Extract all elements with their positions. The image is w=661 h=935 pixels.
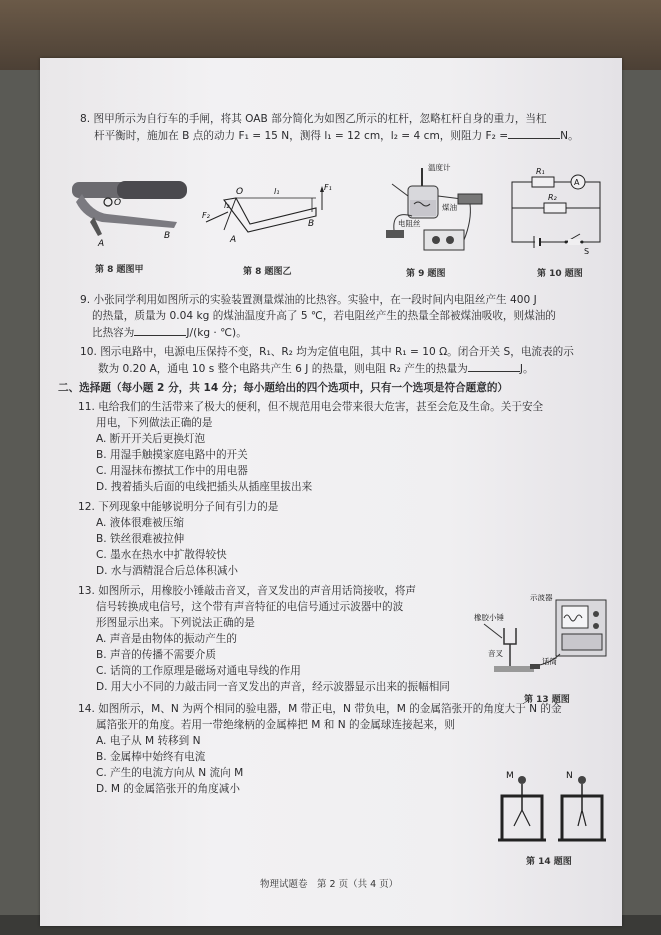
fig8b-label-l2: l₂ [224,201,230,210]
q12-option-b: B. 铁丝很难被拉伸 [96,533,185,545]
fig13-label-mic: 话筒 [542,657,557,666]
fig10-label-R1: R₁ [536,167,545,176]
fig14-label-M: M [506,771,514,781]
fig8a-caption: 第 8 题图甲 [95,265,144,275]
q11-option-c: C. 用湿抹布擦拭工作中的用电器 [96,465,248,477]
q12-option-c: C. 墨水在热水中扩散得较快 [96,549,227,561]
q13-line2: 信号转换成电信号，这个带有声音特征的电信号通过示波器中的波 [96,601,404,613]
answer-blank [468,361,520,372]
fig9-label-oil: 煤油 [442,203,457,212]
fig13-caption: 第 13 题图 [524,695,570,705]
answer-blank [134,325,186,336]
q11-line1: 11. 电给我们的生活带来了极大的便利，但不规范用电会带来很大危害，甚至会危及生命。关于安全 [78,401,544,413]
q13-option-d: D. 用大小不同的力敲击同一音叉发出的声音，经示波器显示出来的振幅相同 [96,681,450,693]
fig8b-label-B: B [308,219,315,229]
q12-option-d: D. 水与酒精混合后总体积减小 [96,565,239,577]
q9-line1: 9. 小张同学利用如图所示的实验装置测量煤油的比热容。实验中，在一段时间内电阻丝产生 400 J [80,294,537,306]
fig10-caption: 第 10 题图 [537,269,583,279]
fig8a-label-O: O [114,198,122,208]
fig8b-lever [200,178,340,253]
fig8a-bike-brake [62,172,192,252]
fig8a-label-A: A [98,239,105,249]
q11-option-b: B. 用湿手触摸家庭电路中的开关 [96,449,248,461]
q13-line1: 13. 如图所示，用橡胶小锤敲击音叉，音叉发出的声音用话筒接收，将声 [78,585,417,597]
fig14-caption: 第 14 题图 [526,857,572,867]
page-footer: 物理试题卷 第 2 页（共 4 页） [260,879,399,890]
q14-option-a: A. 电子从 M 转移到 N [96,735,201,747]
fig13-label-fork: 音叉 [488,649,503,658]
fig9-caption: 第 9 题图 [406,269,446,279]
fig10-label-S: S [584,247,590,254]
q11-option-a: A. 断开开关后更换灯泡 [96,433,206,445]
q9-line3: 比热容为 J/(kg · ℃)。 [92,327,247,339]
q10-line1: 10. 图示电路中，电源电压保持不变，R₁、R₂ 均为定值电阻，其中 R₁ = 10 Ω。闭合开关 S，电流表的示 [80,346,574,358]
fig13-label-oscilloscope: 示波器 [530,594,553,602]
section-2-heading: 二、选择题（每小题 2 分，共 14 分；每小题给出的四个选项中，只有一个选项是符合题意的） [58,382,509,394]
q14-option-c: C. 产生的电流方向从 N 流向 M [96,767,244,779]
q9-line2: 的热量，质量为 0.04 kg 的煤油温度升高了 5 ℃，若电阻丝产生的热量全部被煤油吸收，则煤油的 [92,310,556,322]
q8-line2: 杆平衡时，施加在 B 点的动力 F₁ = 15 N，测得 l₁ = 12 cm，l₂ = 4 cm，则阻力 F₂ = N。 [94,130,579,142]
fig13-label-hammer: 橡胶小锤 [474,613,504,622]
fig9-label-thermometer: 温度计 [428,163,451,172]
q13-option-b: B. 声音的传播不需要介质 [96,649,216,661]
fig9-label-wire: 电阻丝 [398,219,421,228]
q13-option-a: A. 声音是由物体的振动产生的 [96,633,237,645]
q14-option-d: D. M 的金属箔张开的角度减小 [96,783,240,795]
fig8b-caption: 第 8 题图乙 [243,267,292,277]
q14-line1: 14. 如图所示，M、N 为两个相同的验电器，M 带正电，N 带负电，M 的金属箔张开的角度大于 N 的金 [78,703,562,715]
q14-option-b: B. 金属棒中始终有电流 [96,751,206,763]
q13-line3: 形图显示出来。下列说法正确的是 [96,617,255,629]
fig10-circuit [504,164,608,254]
q11-line2: 用电，下列做法正确的是 [96,417,213,429]
fig10-label-A: A [574,178,580,187]
fig8b-label-O: O [236,187,244,197]
fig8a-label-B: B [164,231,171,241]
q10-line2: 数为 0.20 A，通电 10 s 整个电路共产生 6 J 的热量，则电阻 R₂ 产生的热量为 J。 [98,363,534,375]
fig8b-label-A: A [230,235,237,245]
q13-option-c: C. 话筒的工作原理是磁场对通电导线的作用 [96,665,301,677]
fig8b-label-l1: l₁ [274,187,280,196]
q8-line1: 8. 图甲所示为自行车的手闸，将其 OAB 部分简化为如图乙所示的杠杆，忽略杠杆自身的重力，当杠 [80,113,547,125]
fig14-label-N: N [566,771,573,781]
fig14-electroscopes [494,766,612,848]
fig9-apparatus [372,160,492,260]
fig13-oscilloscope [470,594,610,684]
q14-line2: 属箔张开的角度。若用一带绝缘柄的金属棒把 M 和 N 的金属球连接起来，则 [96,719,455,731]
fig8b-label-F2: F₂ [202,211,210,220]
q12-line1: 12. 下列现象中能够说明分子间有引力的是 [78,501,279,513]
q11-option-d: D. 拽着插头后面的电线把插头从插座里拔出来 [96,481,313,493]
fig10-label-R2: R₂ [548,193,557,202]
fig8b-label-F1: F₁ [324,183,332,192]
q12-option-a: A. 液体很难被压缩 [96,517,184,529]
answer-blank [508,128,560,139]
